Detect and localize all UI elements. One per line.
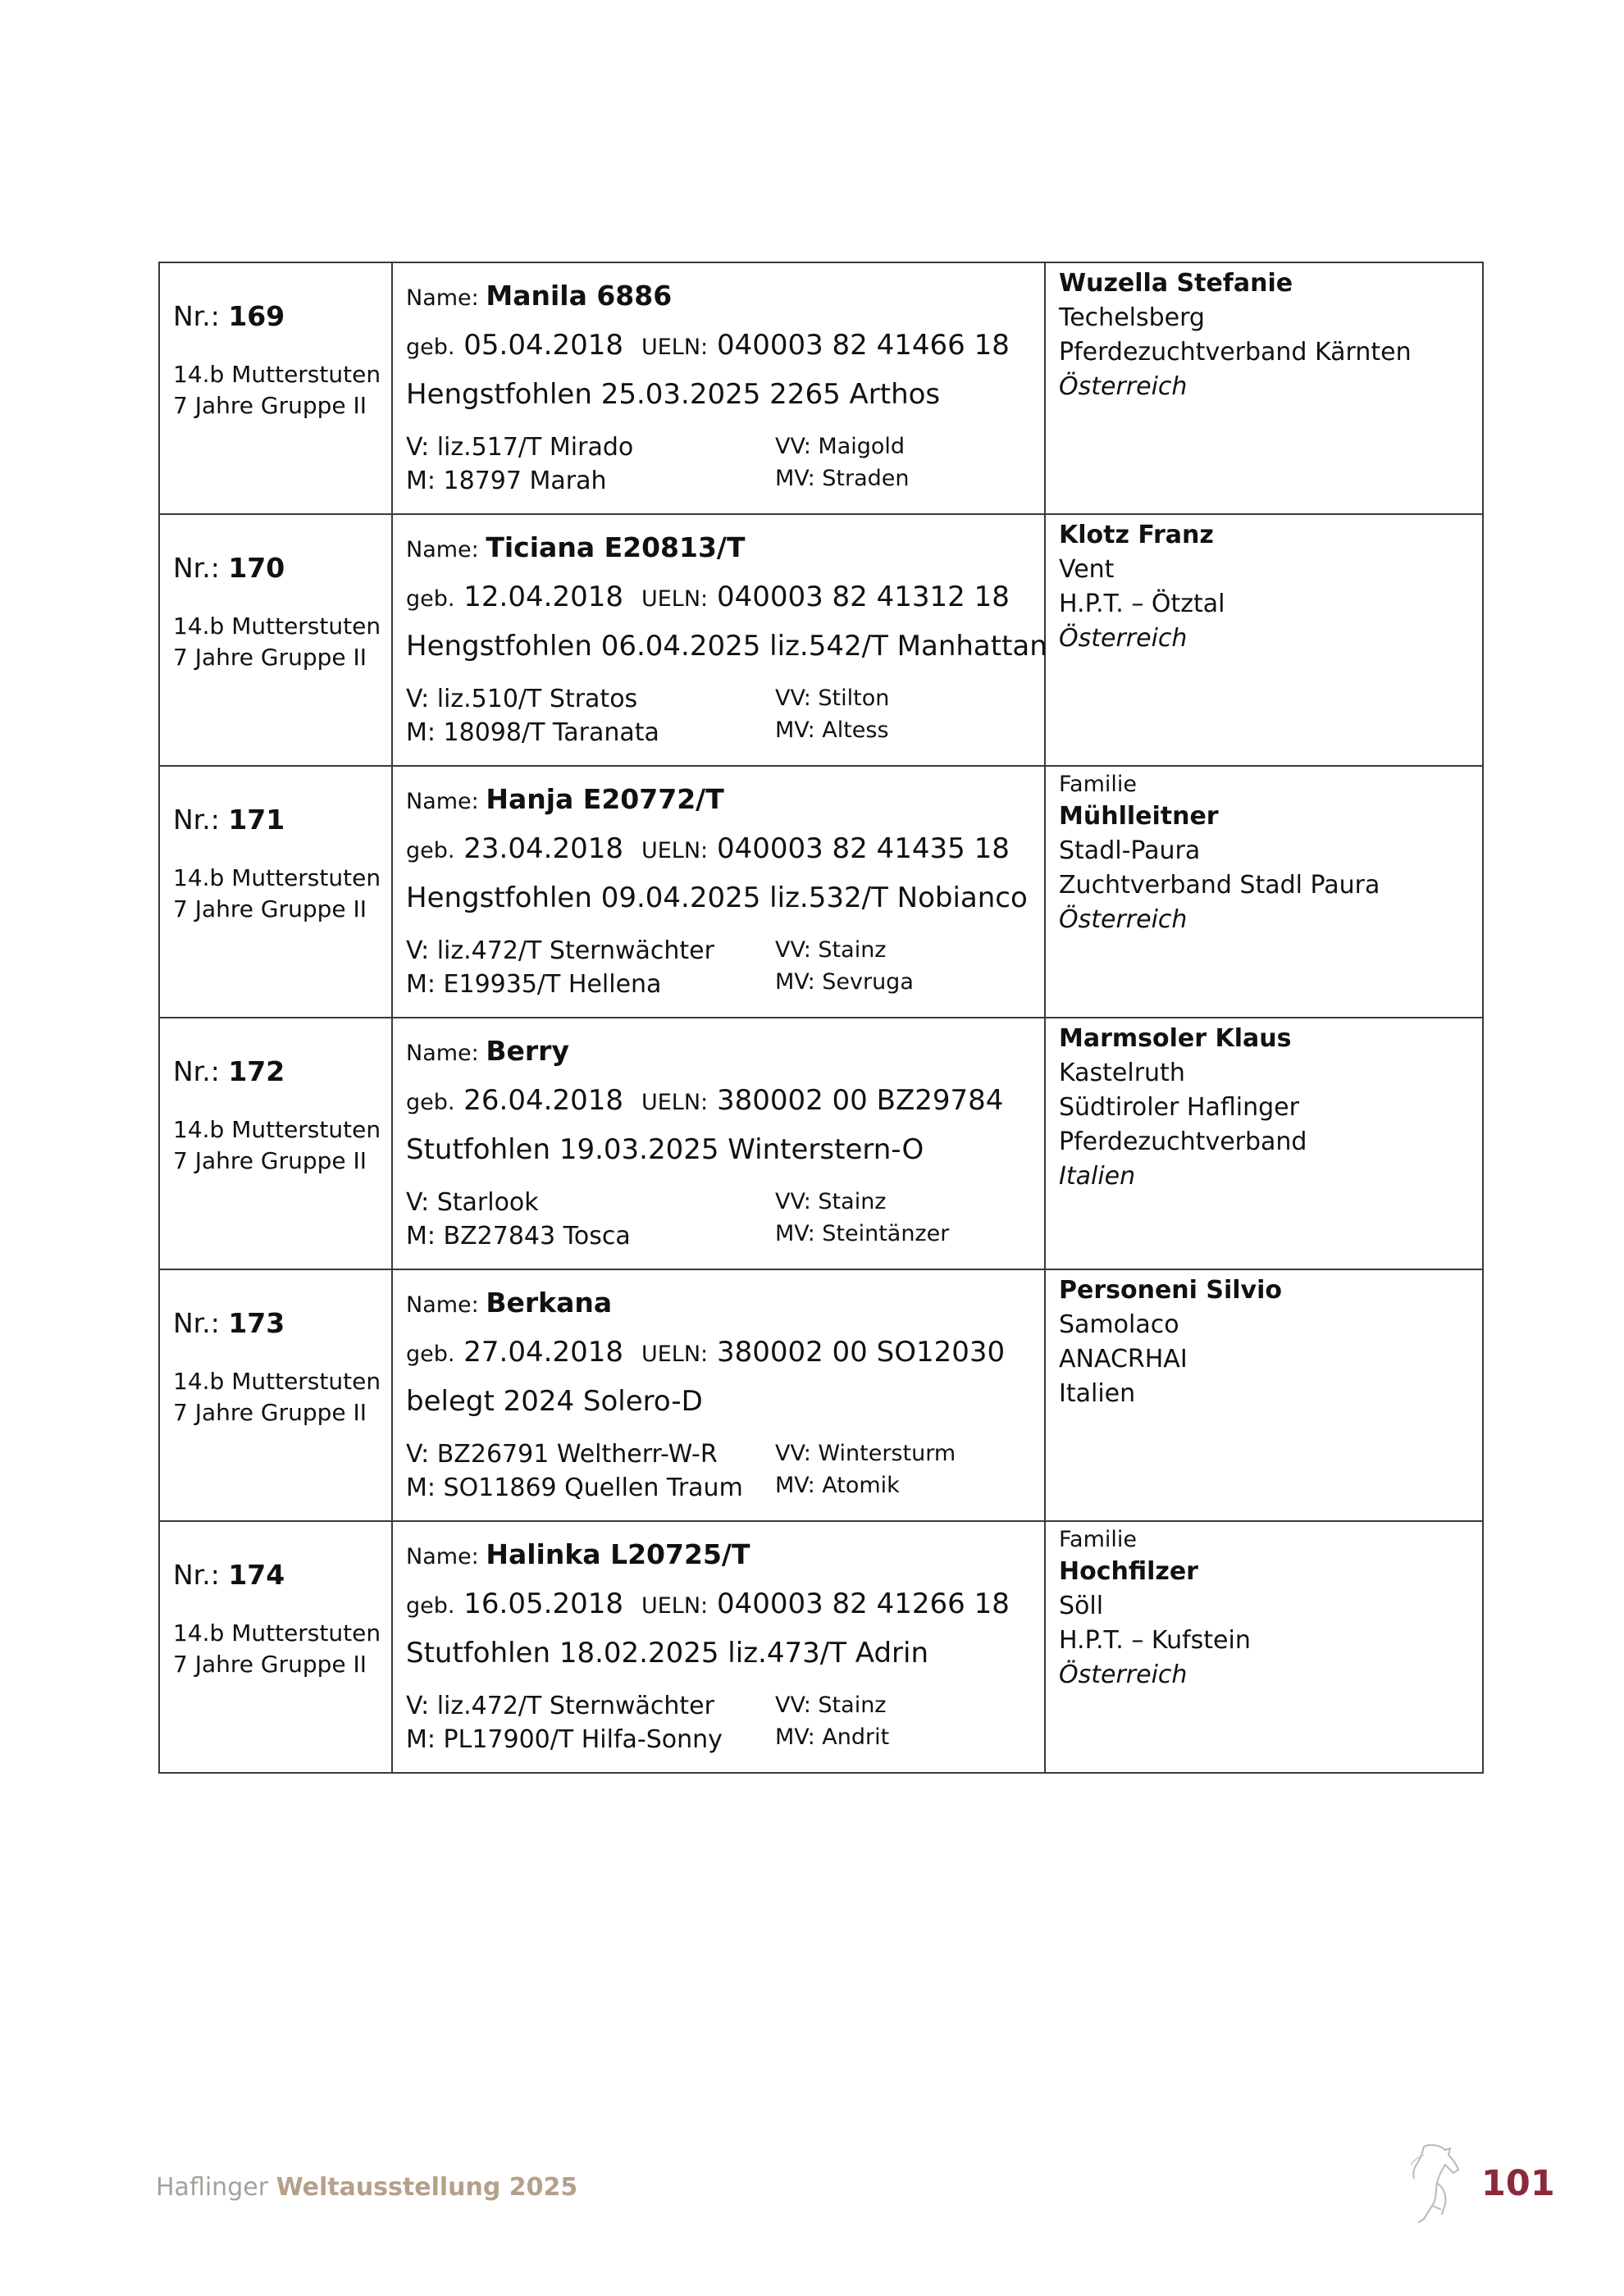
owner-detail-line: Zuchtverband Stadl Paura [1059,871,1380,900]
entry-class-line2: 7 Jahre Gruppe II [173,1651,367,1678]
entry-class-line2: 7 Jahre Gruppe II [173,1147,367,1174]
sire-sire: VV: Stainz [775,1692,887,1718]
sire: V: liz.510/T Stratos [406,685,638,713]
entry-number [173,1559,391,1591]
owner-prefix: Familie [1059,772,1138,797]
owner-details [1059,1589,1482,1658]
foal-info: belegt 2024 Solero-D [406,1385,703,1418]
owner-details [1059,301,1482,370]
owner-name: Hochfilzer [1059,1557,1198,1586]
entry-number-label: Nr.: [173,1055,220,1087]
sire-sire: VV: Wintersturm [775,1441,956,1466]
ueln-value: 040003 82 41312 18 [716,581,1010,613]
entry-number-cell [159,1521,392,1773]
entry-number-label: Nr.: [173,804,220,836]
foal-info: Stutfohlen 19.03.2025 Winterstern-O [406,1133,924,1166]
horse-name-label: Name: [406,1544,479,1569]
birth-date: 05.04.2018 [463,329,623,362]
owner-cell [1045,1269,1483,1521]
entry-number-cell [159,262,392,514]
entry-number-label: Nr.: [173,552,220,584]
birth-label: geb. [406,1593,455,1619]
page-number: 101 [1481,2163,1555,2204]
owner-details [1059,1056,1482,1159]
entry-number-label: Nr.: [173,1307,220,1339]
horse-info-cell [392,766,1045,1018]
horse-name-line [406,1033,1044,1069]
entry-number-value: 171 [228,804,285,836]
horse-logo-icon [1399,2140,1465,2230]
entry-number-cell [159,1018,392,1269]
owner-name: Marmsoler Klaus [1059,1024,1292,1053]
entry-number [173,552,391,584]
footer-brand: Haflinger [156,2173,269,2202]
dam-sire: MV: Sevruga [775,969,914,995]
pedigree [406,934,1044,1001]
foal-info: Stutfohlen 18.02.2025 liz.473/T Adrin [406,1637,929,1670]
entry-number-cell [159,1269,392,1521]
entry-class-line1: 14.b Mutterstuten [173,864,381,891]
entry-number-value: 173 [228,1307,285,1339]
owner-detail-line: H.P.T. – Ötztal [1059,590,1225,618]
owner-details [1059,1308,1482,1411]
ueln-value: 040003 82 41435 18 [716,832,1010,865]
sire: V: liz.472/T Sternwächter [406,936,714,965]
sire: V: liz.472/T Sternwächter [406,1692,714,1720]
owner-country: Österreich [1059,372,1188,401]
birth-date: 12.04.2018 [463,581,623,613]
horse-name: Manila 6886 [486,280,673,312]
horse-info-cell [392,1269,1045,1521]
entry-class [173,359,391,421]
owner-detail-line: Pferdezuchtverband [1059,1128,1307,1156]
dam: M: PL17900/T Hilfa-Sonny [406,1725,723,1754]
entry-class-line2: 7 Jahre Gruppe II [173,644,367,671]
ueln-label: UELN: [641,1090,709,1115]
birth-line [406,1334,1044,1370]
entry-class-line2: 7 Jahre Gruppe II [173,1399,367,1426]
horse-name-label: Name: [406,789,479,814]
entry-number [173,300,391,332]
horse-name: Hanja E20772/T [486,783,724,815]
catalog-entry-row [159,1521,1483,1773]
horse-name-label: Name: [406,537,479,563]
horse-name: Berkana [486,1287,613,1319]
horse-info-cell [392,262,1045,514]
birth-date: 27.04.2018 [463,1336,623,1369]
birth-label: geb. [406,586,455,612]
birth-label: geb. [406,1090,455,1115]
owner-country: Österreich [1059,624,1188,653]
foal-info: Hengstfohlen 25.03.2025 2265 Arthos [406,378,941,411]
sire: V: Starlook [406,1188,539,1217]
ueln-label: UELN: [641,1342,709,1367]
dam: M: SO11869 Quellen Traum [406,1474,743,1502]
catalog-entry-row [159,262,1483,514]
owner-cell [1045,1018,1483,1269]
horse-name-label: Name: [406,285,479,311]
dam: M: BZ27843 Tosca [406,1222,631,1250]
owner-cell [1045,766,1483,1018]
dam-sire: MV: Atomik [775,1473,900,1498]
entry-number-label: Nr.: [173,1559,220,1591]
owner-detail-line: Söll [1059,1592,1104,1620]
entry-number-cell [159,766,392,1018]
birth-line [406,327,1044,363]
sire: V: BZ26791 Weltherr-W-R [406,1440,718,1469]
ueln-label: UELN: [641,335,709,360]
owner-detail-line: ANACRHAI [1059,1345,1188,1374]
ueln-value: 040003 82 41466 18 [716,329,1010,362]
catalog-entry-row [159,514,1483,766]
entry-class-line1: 14.b Mutterstuten [173,361,381,388]
sire-sire: VV: Stilton [775,686,890,711]
horse-name: Ticiana E20813/T [486,531,746,563]
owner-name: Personeni Silvio [1059,1276,1283,1305]
entry-class-line2: 7 Jahre Gruppe II [173,895,367,922]
entry-number [173,804,391,836]
foal-info: Hengstfohlen 09.04.2025 liz.532/T Nobianco [406,882,1028,914]
birth-label: geb. [406,1342,455,1367]
entry-number-cell [159,514,392,766]
footer-title [156,2173,577,2202]
horse-info-cell [392,514,1045,766]
sire: V: liz.517/T Mirado [406,433,634,462]
ueln-label: UELN: [641,838,709,863]
horse-name-line [406,1285,1044,1321]
entry-class [173,611,391,673]
birth-date: 23.04.2018 [463,832,623,865]
birth-line [406,579,1044,615]
owner-detail-line: Samolaco [1059,1310,1179,1339]
ueln-value: 380002 00 SO12030 [716,1336,1006,1369]
dam-sire: MV: Altess [775,718,889,743]
horse-name-line [406,781,1044,818]
foal-info: Hengstfohlen 06.04.2025 liz.542/T Manhattan [406,630,1047,663]
owner-country: Österreich [1059,905,1188,934]
entry-number-label: Nr.: [173,300,220,332]
dam: M: 18098/T Taranata [406,718,659,747]
entry-class-line1: 14.b Mutterstuten [173,1116,381,1143]
owner-detail-line: H.P.T. – Kufstein [1059,1626,1251,1655]
entry-class [173,1618,391,1680]
owner-prefix: Familie [1059,1527,1138,1552]
horse-name-line [406,1537,1044,1573]
owner-name: Wuzella Stefanie [1059,269,1293,298]
entry-class-line1: 14.b Mutterstuten [173,1620,381,1647]
pedigree [406,430,1044,498]
horse-info-cell [392,1018,1045,1269]
birth-date: 16.05.2018 [463,1588,623,1620]
owner-name: Mühlleitner [1059,802,1219,831]
owner-detail-line: Pferdezuchtverband Kärnten [1059,338,1412,367]
birth-label: geb. [406,335,455,360]
catalog-entry-row [159,1018,1483,1269]
catalog-entry-row [159,1269,1483,1521]
sire-sire: VV: Stainz [775,1189,887,1214]
catalog-rows [159,262,1483,1773]
entry-number [173,1307,391,1339]
dam: M: 18797 Marah [406,467,607,495]
horse-name-line [406,530,1044,566]
horse-name-line [406,278,1044,314]
horse-info-cell [392,1521,1045,1773]
catalog-table [158,262,1484,1774]
dam-sire: MV: Andrit [775,1724,890,1750]
catalog-entry-row [159,766,1483,1018]
ueln-label: UELN: [641,1593,709,1619]
entry-number-value: 172 [228,1055,285,1087]
owner-cell [1045,514,1483,766]
entry-number-value: 169 [228,300,285,332]
entry-class-line1: 14.b Mutterstuten [173,1368,381,1395]
entry-number-value: 174 [228,1559,285,1591]
dam-sire: MV: Steintänzer [775,1221,950,1246]
owner-detail-line: Südtiroler Haflinger [1059,1093,1299,1122]
entry-number [173,1055,391,1087]
owner-detail-line: Techelsberg [1059,303,1205,332]
ueln-value: 380002 00 BZ29784 [716,1084,1004,1117]
owner-country: Österreich [1059,1660,1188,1689]
sire-sire: VV: Maigold [775,434,906,459]
owner-country: Italien [1059,1162,1136,1191]
owner-detail-line: Stadl-Paura [1059,836,1201,865]
sire-sire: VV: Stainz [775,937,887,963]
birth-date: 26.04.2018 [463,1084,623,1117]
pedigree [406,682,1044,749]
footer-event: Weltausstellung 2025 [276,2173,578,2202]
owner-detail-line: Kastelruth [1059,1059,1185,1087]
horse-name: Halinka L20725/T [486,1538,750,1570]
pedigree [406,1186,1044,1253]
entry-number-value: 170 [228,552,285,584]
ueln-label: UELN: [641,586,709,612]
birth-label: geb. [406,838,455,863]
birth-line [406,1586,1044,1622]
horse-name-label: Name: [406,1292,479,1318]
horse-name-label: Name: [406,1041,479,1066]
owner-name: Klotz Franz [1059,521,1214,549]
birth-line [406,831,1044,867]
entry-class [173,1366,391,1428]
owner-cell [1045,1521,1483,1773]
entry-class-line2: 7 Jahre Gruppe II [173,392,367,419]
entry-class [173,1114,391,1177]
pedigree [406,1437,1044,1505]
horse-name: Berry [486,1035,569,1067]
birth-line [406,1082,1044,1118]
entry-class-line1: 14.b Mutterstuten [173,613,381,640]
ueln-value: 040003 82 41266 18 [716,1588,1010,1620]
dam: M: E19935/T Hellena [406,970,662,999]
owner-cell [1045,262,1483,514]
pedigree [406,1689,1044,1756]
owner-details [1059,834,1482,903]
dam-sire: MV: Straden [775,466,910,491]
entry-class [173,863,391,925]
owner-detail-line: Italien [1059,1379,1136,1408]
owner-details [1059,553,1482,622]
owner-detail-line: Vent [1059,555,1115,584]
